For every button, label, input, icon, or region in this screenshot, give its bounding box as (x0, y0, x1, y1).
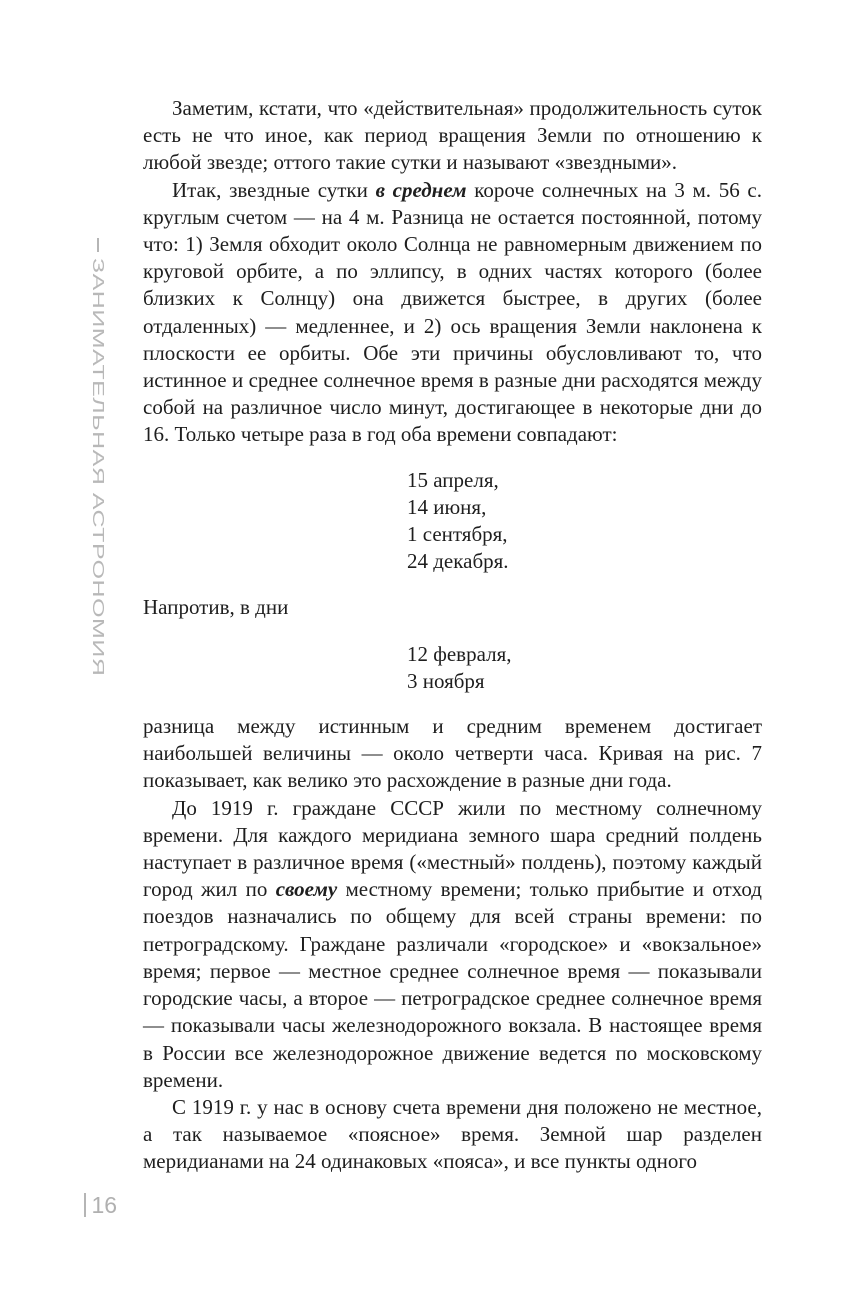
running-header-text: ЗАНИМАТЕЛЬНАЯ АСТРОНОМИЯ (89, 258, 107, 677)
page-number (84, 1190, 117, 1220)
paragraph: Напротив, в дни (143, 595, 289, 620)
coincide-dates-list (143, 467, 762, 576)
page-number-divider (84, 1193, 86, 1217)
list-item: 12 февраля, (407, 641, 512, 666)
paragraph: С 1919 г. у нас в основу счета времени дня положено не местное, а так называемое «поясное» время. Земной шар разделен меридианами на 24 одинаковых «пояса», и все пункты одного (143, 1094, 762, 1174)
paragraph: Заметим, кстати, что «действительная» продолжительность суток есть не что иное, как период вращения Земли по отношению к любой звезде; оттого такие сутки и называют «звездными». (143, 96, 762, 175)
paragraph: До 1919 г. граждане СССР жили по местному солнечному времени. Для каждого меридиана земного шара средний полдень наступает в различное время («местный» полдень), поэтому каждый город жил по своему местному времени; только прибытие и отход поездов назначались по общему для всей страны времени: по петроградскому. Граждане различали «городское» и «вокзальное» время; первое — местное среднее солнечное время — показывали городские часы, а второе — петроградское среднее солнечное время — показывали часы железнодорожного вокзала. В настоящее время в России все железнодорожное движение ведется по московскому времени. (143, 795, 762, 1092)
page-number-text: 16 (91, 1192, 118, 1218)
list-item: 24 декабря. (407, 549, 509, 574)
paragraph: разница между истинным и средним временем достигает наибольшей величины — около четверти часа. Кривая на рис. 7 показывает, как велико это расхождение в разные дни года. (143, 714, 762, 793)
list-item: 1 сентября, (407, 522, 508, 547)
page-body (143, 95, 762, 1176)
emphasis: в среднем (375, 177, 467, 202)
list-item: 14 июня, (407, 494, 487, 519)
emphasis: своему (275, 877, 338, 902)
list-item: 3 ноября (407, 668, 485, 693)
max-diff-dates-list (143, 641, 762, 695)
list-item: 15 апреля, (407, 467, 499, 492)
paragraph: Итак, звездные сутки в среднем короче солнечных на 3 м. 56 с. круглым счетом — на 4 м. Разница не остается постоянной, потому что: 1) Земля обходит около Солнца не равномерным движением по круговой орбите, а по эллипсу, в одних частях которого (более близких к Солнцу) она движется быстрее, в других (более отдаленных) — медленнее, и 2) ось вращения Земли наклонена к плоскости ее орбиты. Обе эти причины обусловливают то, что истинное и среднее солнечное время в разные дни расходятся между собой на различное число минут, достигающее в некоторые дни до 16. Только четыре раза в год оба времени совпадают: (143, 177, 763, 447)
running-header (80, 238, 116, 677)
header-divider (97, 238, 99, 252)
